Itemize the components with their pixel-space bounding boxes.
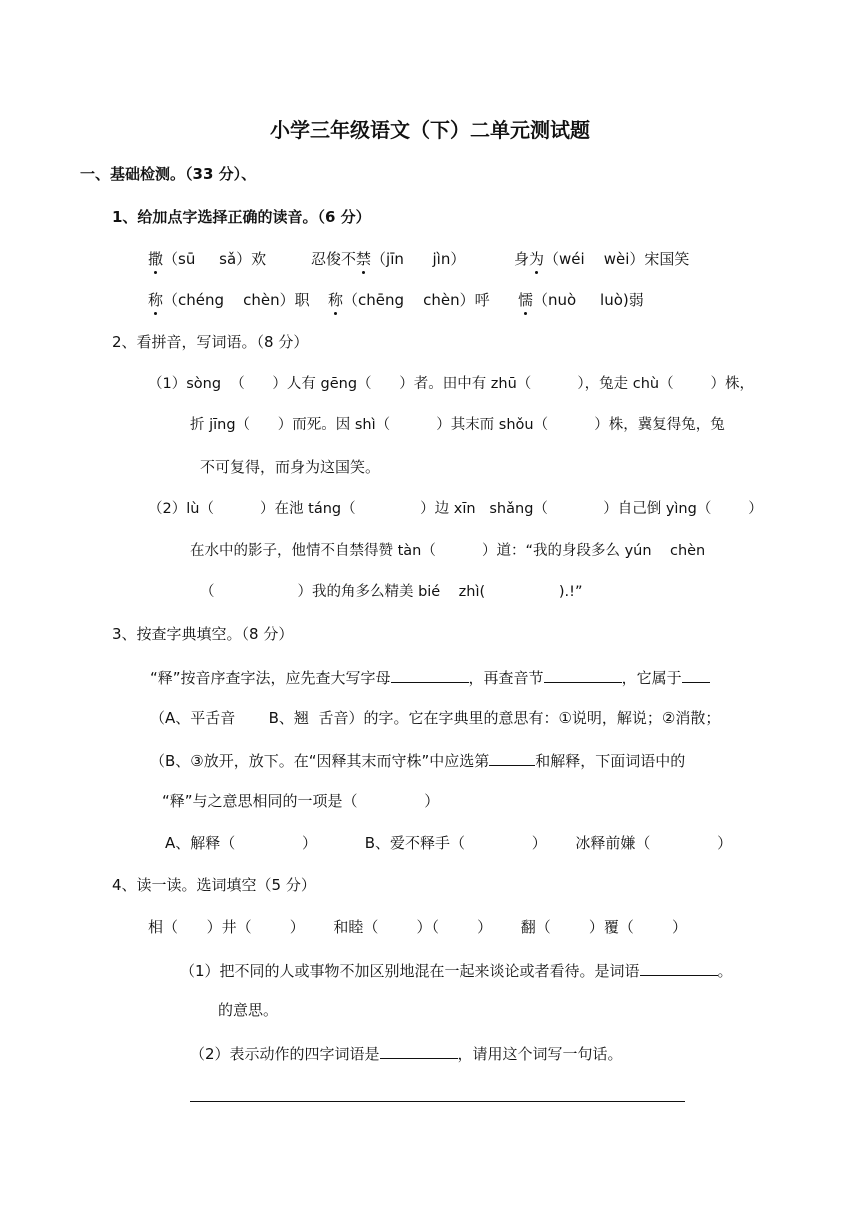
q1-row2-c	[518, 289, 644, 311]
dotted-char: 为	[529, 250, 545, 268]
q1-row1-c-options: （wéi wèi）宋国笑	[544, 250, 690, 268]
q2-part1-line1: （1）sòng （ ）人有 gēng（ ）者。田中有 zhū（ ），兔走 chù（ ）株，	[148, 376, 754, 392]
q2-part2-line1: （2）lù（ ）在池 táng（ ）边 xīn shǎng（ ）自己倒 yìng（ ）	[148, 501, 763, 517]
q3-line3-a: （B、③放开，放下。在“因释其末而守株”中应选第	[150, 752, 490, 770]
q4-sentence1	[180, 958, 733, 982]
answer-blank[interactable]	[682, 665, 710, 683]
q3-line1-b: ，再查音节	[468, 669, 544, 687]
q1-row2-c-options: （nuò luò)弱	[533, 291, 644, 309]
q4-sentence1-line2: 的意思。	[218, 1001, 279, 1019]
q3-line1-a: “释”按音序查字法，应先查大写字母	[150, 669, 391, 687]
q2-part1-line3: 不可复得，而身为这国笑。	[200, 458, 381, 476]
q1-row2-b	[328, 289, 490, 311]
q1-row1-b	[311, 248, 465, 270]
q1-heading	[112, 206, 371, 228]
dotted-char: 懦	[518, 291, 534, 309]
q1-row2-a-options: （chéng chèn）职	[163, 291, 310, 309]
answer-blank[interactable]	[489, 748, 535, 766]
q2-part1-line2: 折 jīng（ ）而死。因 shì（ ）其末而 shǒu（ ）株，冀复得兔，兔	[190, 417, 725, 433]
section-1-heading: 一、基础检测。（33 分）、	[80, 165, 257, 183]
q2-part2-line2: 在水中的影子，他情不自禁得赞 tàn（ ）道：“我的身段多么 yún chèn	[190, 543, 706, 559]
q3-line5-options: A、解释（ ） B、爱不释手（ ） 冰释前嫌（ ）	[165, 834, 733, 852]
q3-line3	[150, 748, 685, 772]
dotted-char: 称	[328, 291, 344, 309]
q1-row1-b-options: （jīn jìn）	[371, 250, 466, 268]
dotted-char: 禁	[356, 250, 372, 268]
q1-row1-b-prefix: 忍俊不	[311, 250, 357, 268]
dotted-char: 称	[148, 291, 164, 309]
q1-row1-a-options: （sū sǎ）欢	[163, 250, 267, 268]
q3-heading: 3、按查字典填空。（8 分）	[112, 625, 294, 643]
answer-blank[interactable]	[544, 665, 622, 683]
answer-blank[interactable]	[380, 1041, 458, 1059]
q3-line4: “释”与之意思相同的一项是（ ）	[162, 792, 440, 810]
q4-sentence2-text: （2）表示动作的四字词语是	[190, 1045, 380, 1063]
q3-line1	[150, 665, 710, 689]
q4-sentence1-text: （1）把不同的人或事物不加区别地混在一起来谈论或者看待。是词语	[180, 962, 640, 980]
q1-row2-a	[148, 289, 310, 311]
q1-row1-c	[514, 248, 689, 270]
q4-sentence1-end: 。	[717, 962, 733, 980]
q4-sentence2	[190, 1041, 623, 1065]
q4-sentence2-end: ，请用这个词写一句话。	[457, 1045, 623, 1063]
q1-row2-b-options: （chēng chèn）呼	[343, 291, 490, 309]
q2-part2-line3: （ ）我的角多么精美 bié zhì( ).!”	[200, 584, 583, 600]
answer-blank[interactable]	[391, 665, 469, 683]
q1-heading-text: 1、给加点字选择正确的读音。（6 分）	[112, 208, 371, 226]
dotted-char: 撒	[148, 250, 164, 268]
q1-row1-c-prefix: 身	[514, 250, 530, 268]
answer-blank[interactable]	[640, 958, 718, 976]
q4-word-list: 相（ ）井（ ） 和睦（ ）（ ） 翻（ ）覆（ ）	[148, 918, 688, 936]
q4-heading: 4、读一读。选词填空（5 分）	[112, 876, 316, 894]
q3-line1-c: ，它属于	[621, 669, 682, 687]
q1-row1-a	[148, 248, 266, 270]
sentence-writing-line[interactable]	[190, 1101, 685, 1102]
q3-line3-b: 和解释，下面词语中的	[535, 752, 686, 770]
page-title: 小学三年级语文（下）二单元测试题	[270, 118, 590, 142]
q3-line2: （A、平舌音 B、翘 舌音）的字。它在字典里的意思有：①说明，解说；②消散；	[150, 709, 721, 727]
q2-heading: 2、看拼音，写词语。（8 分）	[112, 333, 309, 351]
